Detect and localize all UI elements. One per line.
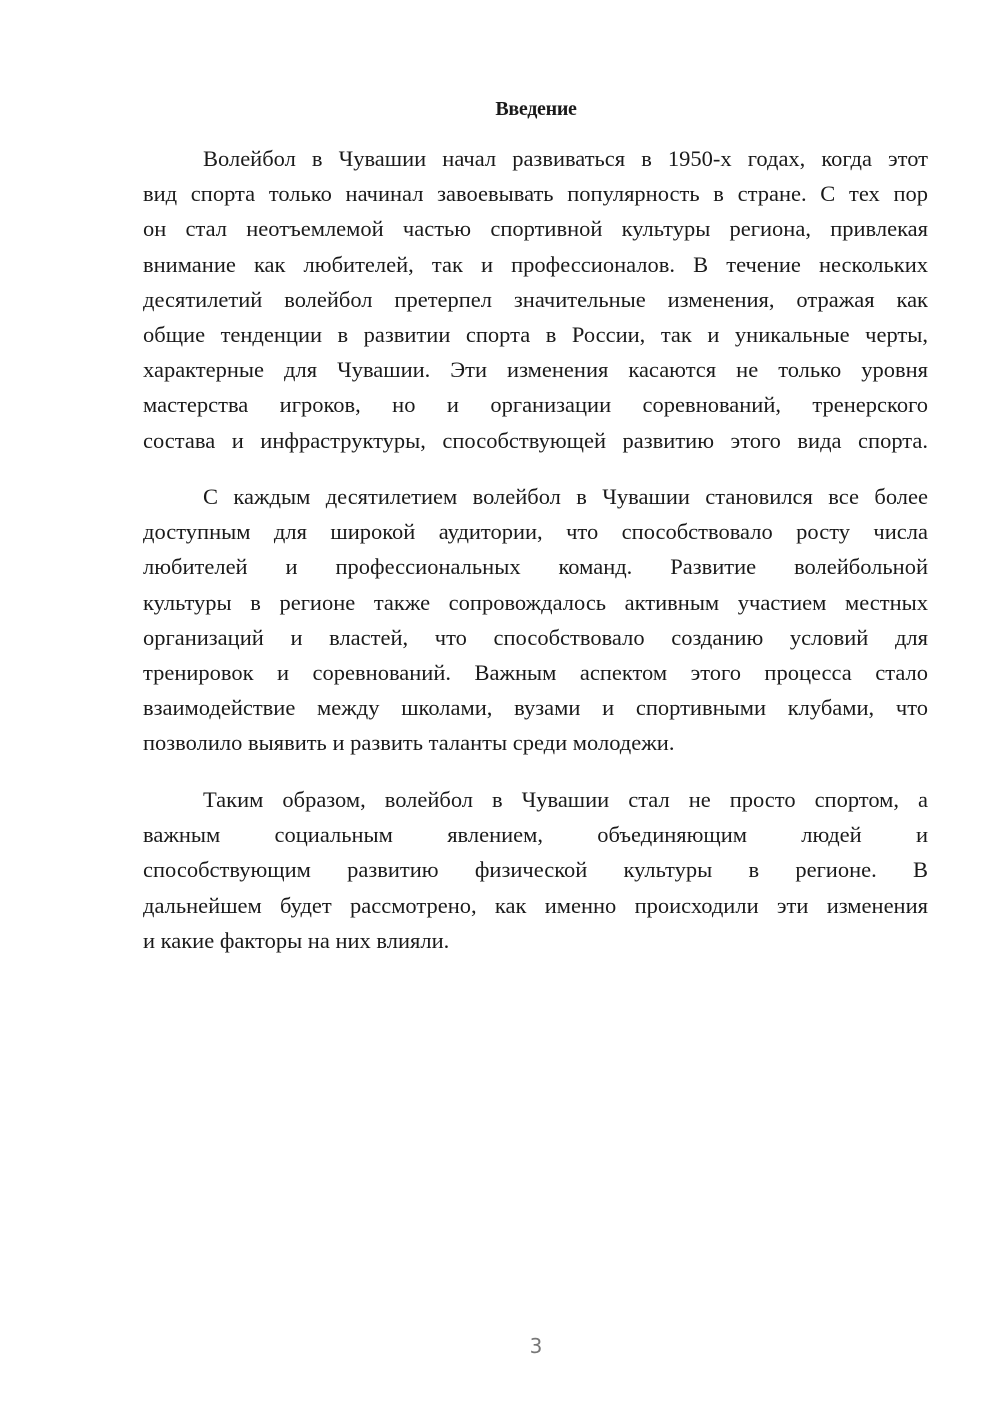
section-title: Введение	[495, 98, 577, 120]
paragraph-3	[143, 782, 928, 958]
text-line: С каждым десятилетием волейбол в Чувашии становился все более	[203, 484, 928, 509]
paragraph-1	[143, 141, 928, 458]
text-line: тренировок и соревнований. Важным аспектом этого процесса стало	[143, 659, 928, 685]
text-line: Волейбол в Чувашии начал развиваться в 1950-х годах, когда этот	[203, 146, 928, 171]
text-line: состава и инфраструктуры, способствующей развитию этого вида спорта.	[143, 427, 928, 453]
text-line: внимание как любителей, так и профессионалов. В течение нескольких	[143, 251, 928, 277]
text-line: культуры в регионе также сопровождалось активным участием местных	[143, 589, 928, 615]
text-line: Таким образом, волейбол в Чувашии стал не просто спортом, а	[203, 787, 928, 812]
text-line: десятилетий волейбол претерпел значительные изменения, отражая как	[143, 286, 928, 312]
paragraph-2	[143, 479, 928, 761]
text-line: любителей и профессиональных команд. Развитие волейбольной	[143, 554, 928, 580]
text-line: способствующим развитию физической культуры в регионе. В	[143, 857, 928, 883]
text-line: вид спорта только начинал завоевывать популярность в стране. С тех пор	[143, 181, 928, 207]
text-line: позволило выявить и развить таланты среди молодежи.	[143, 730, 675, 756]
text-line: доступным для широкой аудитории, что способствовало росту числа	[143, 519, 928, 545]
page-number: 3	[529, 1334, 543, 1358]
text-line: дальнейшем будет рассмотрено, как именно происходили эти изменения	[143, 892, 928, 918]
text-line: и какие факторы на них влияли.	[143, 927, 450, 953]
text-line: взаимодействие между школами, вузами и спортивными клубами, что	[143, 695, 928, 721]
text-line: организаций и властей, что способствовало созданию условий для	[143, 624, 928, 650]
text-line: мастерства игроков, но и организации соревнований, тренерского	[143, 392, 928, 418]
text-line: общие тенденции в развитии спорта в России, так и уникальные черты,	[143, 321, 928, 347]
text-line: важным социальным явлением, объединяющим людей и	[143, 822, 928, 848]
text-line: характерные для Чувашии. Эти изменения касаются не только уровня	[143, 357, 928, 383]
text-line: он стал неотъемлемой частью спортивной культуры региона, привлекая	[143, 216, 928, 242]
